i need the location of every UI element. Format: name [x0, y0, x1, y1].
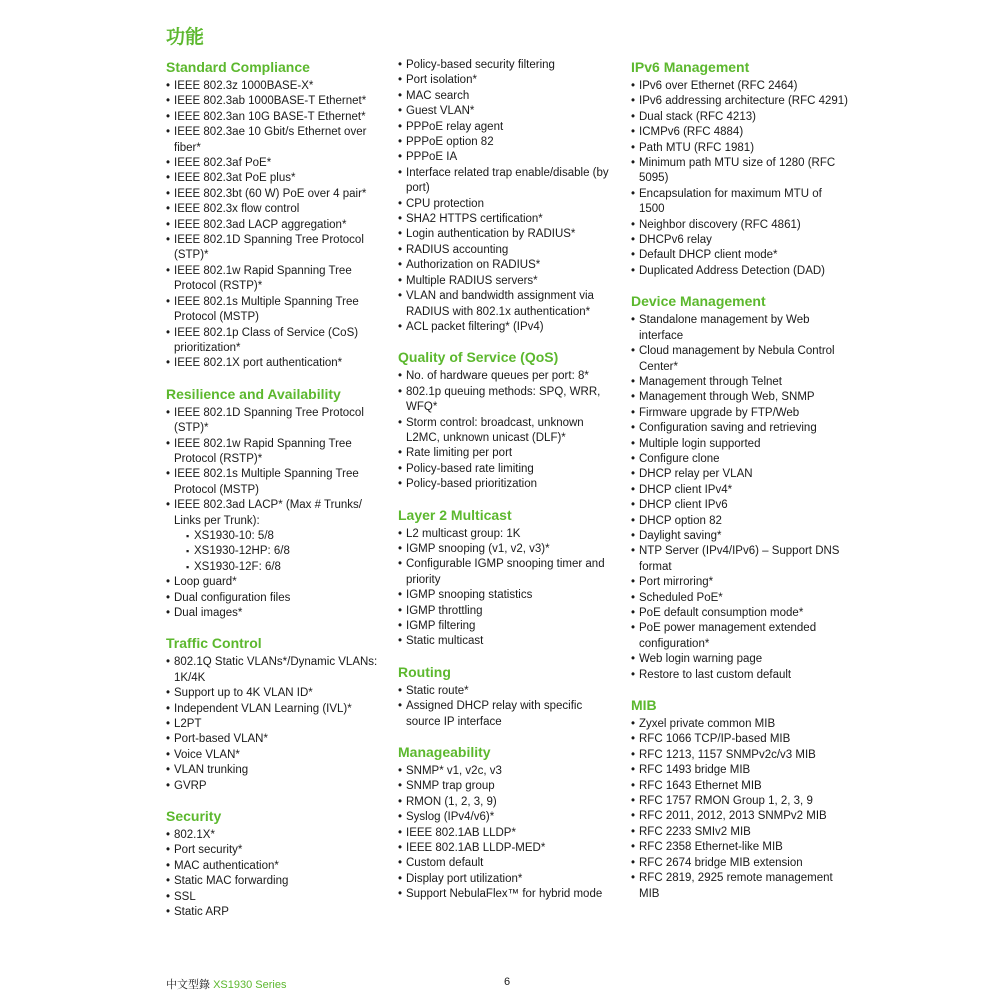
feature-item-text: Authorization on RADIUS* [406, 259, 541, 272]
column-3 [631, 58, 849, 915]
feature-item [166, 890, 378, 905]
feature-item [166, 779, 378, 794]
feature-item-text: RFC 1066 TCP/IP-based MIB [639, 733, 791, 746]
feature-item-text: 802.1p queuing methods: SPQ, WRR, WFQ* [406, 385, 601, 414]
feature-item [631, 483, 849, 498]
feature-item [631, 794, 849, 809]
feature-item [398, 289, 618, 320]
feature-item [166, 748, 378, 763]
feature-item-text: IEEE 802.1p Class of Service (CoS) prioritization* [174, 326, 359, 354]
feature-section [631, 292, 849, 683]
feature-item-text: Login authentication by RADIUS* [406, 228, 576, 241]
feature-item-text: Support up to 4K VLAN ID* [174, 687, 313, 700]
feature-item-text: IEEE 802.3an 10G BASE-T Ethernet* [174, 110, 366, 123]
feature-item [398, 135, 618, 150]
feature-item [166, 732, 378, 747]
feature-item-text: ACL packet filtering* (IPv4) [406, 320, 544, 333]
feature-item-text: Rate limiting per port [406, 447, 513, 460]
feature-item-text: MAC search [406, 89, 470, 102]
feature-item [398, 462, 618, 477]
feature-item-text: Configurable IGMP snooping timer and priority [406, 558, 605, 586]
section-title: MIB [631, 697, 657, 714]
feature-item [631, 575, 849, 590]
feature-item [166, 763, 378, 778]
feature-section [398, 506, 618, 650]
feature-item-text: Zyxel private common MIB [639, 718, 776, 731]
feature-item-text: MAC authentication* [174, 859, 279, 872]
feature-section [631, 58, 849, 279]
feature-item [398, 150, 618, 165]
page-number: 6 [504, 976, 511, 988]
page-title: 功能 [166, 26, 205, 48]
feature-item-text: Configuration saving and retrieving [639, 422, 817, 435]
feature-item-text: Multiple RADIUS servers* [406, 274, 538, 287]
feature-section [631, 696, 849, 902]
feature-item-text: Port mirroring* [639, 576, 714, 589]
feature-item [398, 369, 618, 384]
feature-item-text: IEEE 802.3ad LACP aggregation* [174, 218, 347, 231]
feature-item [166, 591, 378, 606]
section-title: Standard Compliance [166, 59, 310, 75]
feature-item [631, 233, 849, 248]
feature-item [631, 156, 849, 187]
feature-item [166, 874, 378, 889]
feature-item [398, 58, 618, 73]
feature-item-text: Independent VLAN Learning (IVL)* [174, 702, 352, 715]
feature-item [631, 763, 849, 778]
feature-item [398, 826, 618, 841]
feature-item-text: RFC 2358 Ethernet-like MIB [639, 841, 783, 854]
feature-item [398, 120, 618, 135]
feature-item-text: Support NebulaFlex™ for hybrid mode [406, 888, 603, 901]
feature-item [166, 202, 378, 217]
feature-item-text: Policy-based security filtering [406, 59, 555, 71]
feature-section [398, 663, 618, 730]
section-title: Quality of Service (QoS) [398, 349, 559, 366]
feature-item-text: IEEE 802.3bt (60 W) PoE over 4 pair* [174, 187, 367, 200]
feature-item-text: DHCPv6 relay [639, 234, 712, 247]
feature-item-text: VLAN trunking [174, 764, 249, 777]
feature-item [631, 79, 849, 94]
feature-item-text: Dual configuration files [174, 591, 291, 604]
feature-item [631, 218, 849, 233]
feature-item-text: Static ARP [174, 906, 229, 919]
feature-item-text: GVRP [174, 779, 207, 792]
feature-item [166, 171, 378, 186]
column-1 [166, 58, 378, 934]
feature-item-text: IEEE 802.1D Spanning Tree Protocol (STP)* [174, 406, 364, 435]
feature-item [166, 843, 378, 858]
feature-item-text: RFC 1493 bridge MIB [639, 764, 751, 777]
footer-label [166, 976, 286, 992]
feature-item [166, 187, 378, 202]
feature-item-text: PPPoE relay agent [406, 120, 504, 133]
feature-item-text: No. of hardware queues per port: 8* [406, 370, 589, 383]
feature-item-text: Dual stack (RFC 4213) [639, 110, 756, 123]
feature-item [166, 828, 378, 843]
feature-item-text: Configure clone [639, 452, 720, 465]
feature-section [398, 58, 618, 335]
feature-item-text: Static multicast [406, 635, 484, 648]
feature-item-text: SHA2 HTTPS certification* [406, 213, 543, 226]
feature-item-text: IEEE 802.1s Multiple Spanning Tree Protocol (MSTP) [174, 295, 359, 324]
feature-item-text: RFC 1213, 1157 SNMPv2c/v3 MIB [639, 748, 816, 761]
feature-item [631, 187, 849, 218]
feature-item-text: SNMP* v1, v2c, v3 [406, 765, 502, 778]
feature-item [398, 243, 618, 258]
feature-item-text: IPv6 addressing architecture (RFC 4291) [639, 95, 849, 108]
feature-item [398, 699, 618, 730]
feature-item [631, 825, 849, 840]
feature-item [631, 248, 849, 263]
feature-item [398, 212, 618, 227]
feature-item [166, 606, 378, 621]
feature-item [631, 406, 849, 421]
feature-item-text: Voice VLAN* [174, 748, 240, 761]
feature-item [631, 437, 849, 452]
feature-item [631, 840, 849, 855]
feature-list [398, 58, 618, 335]
feature-item [166, 110, 378, 125]
feature-item-text: Loop guard* [174, 576, 237, 589]
feature-sublist [174, 529, 378, 575]
feature-item-text: IEEE 802.3ab 1000BASE-T Ethernet* [174, 95, 367, 108]
feature-item [631, 344, 849, 375]
feature-item-text: DHCP relay per VLAN [639, 468, 753, 481]
feature-item [631, 498, 849, 513]
feature-item-text: ICMPv6 (RFC 4884) [639, 126, 744, 139]
feature-item [166, 356, 378, 371]
feature-item-text: Minimum path MTU size of 1280 (RFC 5095) [639, 157, 836, 185]
feature-item [631, 779, 849, 794]
feature-item [631, 621, 849, 652]
feature-item-text: Encapsulation for maximum MTU of 1500 [639, 187, 822, 216]
feature-item [631, 467, 849, 482]
feature-item [631, 591, 849, 606]
feature-item [166, 905, 378, 920]
feature-item [166, 406, 378, 437]
feature-item-text: Dual images* [174, 607, 243, 619]
feature-item [631, 856, 849, 871]
feature-item-text: 802.1Q Static VLANs*/Dynamic VLANs: 1K/4K [174, 656, 378, 684]
feature-item-text: IEEE 802.1s Multiple Spanning Tree Protocol (MSTP) [174, 468, 359, 496]
feature-item [631, 94, 849, 109]
footer-catalog-label: 中文型錄 [166, 979, 210, 991]
feature-item-text: Path MTU (RFC 1981) [639, 141, 755, 154]
feature-item [166, 264, 378, 295]
feature-item-text: RFC 2011, 2012, 2013 SNMPv2 MIB [639, 810, 827, 823]
feature-item [631, 452, 849, 467]
feature-item [398, 104, 618, 119]
feature-item-text: Assigned DHCP relay with specific source IP interface [406, 700, 583, 728]
feature-item-text: Standalone management by Web interface [639, 314, 810, 342]
feature-item-text: IGMP throttling [406, 604, 483, 617]
feature-item [166, 437, 378, 468]
feature-item-text: Port security* [174, 844, 243, 857]
feature-item [398, 872, 618, 887]
feature-item-text: IGMP filtering [406, 620, 476, 632]
feature-item [631, 264, 849, 279]
feature-section [398, 348, 618, 492]
feature-item [631, 732, 849, 747]
feature-item-text: SNMP trap group [406, 780, 495, 793]
feature-item-text: Guest VLAN* [406, 105, 475, 118]
feature-item [398, 274, 618, 289]
feature-item-text: Interface related trap enable/disable (by port) [406, 166, 609, 195]
feature-list [631, 717, 849, 902]
feature-item [631, 141, 849, 156]
feature-item-text: RMON (1, 2, 3, 9) [406, 795, 497, 808]
feature-item-text: IPv6 over Ethernet (RFC 2464) [639, 80, 798, 92]
feature-item [398, 166, 618, 197]
feature-item-text: Static MAC forwarding [174, 875, 289, 888]
feature-item-text: NTP Server (IPv4/IPv6) – Support DNS format [639, 545, 840, 573]
section-title: Traffic Control [166, 635, 262, 652]
feature-item [631, 668, 849, 683]
feature-item [166, 686, 378, 701]
feature-item [398, 73, 618, 88]
feature-list [166, 655, 378, 794]
section-title: Resilience and Availability [166, 385, 341, 402]
feature-item-text: IEEE 802.1AB LLDP* [406, 826, 516, 839]
feature-item [398, 634, 618, 649]
feature-item [631, 313, 849, 344]
feature-item [631, 544, 849, 575]
feature-item [166, 156, 378, 171]
feature-item [166, 655, 378, 686]
feature-item-text: IEEE 802.3ae 10 Gbit/s Ethernet over fiber* [174, 126, 367, 154]
feature-item-text: Storm control: broadcast, unknown L2MC, unknown unicast (DLF)* [406, 416, 584, 444]
feature-item-text: Management through Telnet [639, 375, 782, 388]
feature-item [166, 717, 378, 732]
feature-item [398, 887, 618, 902]
feature-item-text: Syslog (IPv4/v6)* [406, 811, 495, 824]
feature-item-text: PPPoE option 82 [406, 136, 494, 149]
feature-item [631, 652, 849, 667]
feature-item [166, 94, 378, 109]
feature-item [166, 79, 378, 94]
feature-list [398, 764, 618, 903]
feature-item-text: PoE default consumption mode* [639, 607, 804, 619]
feature-item-text: VLAN and bandwidth assignment via RADIUS with 802.1x authentication* [406, 290, 594, 318]
feature-item [398, 841, 618, 856]
feature-item-text: DHCP client IPv6 [639, 499, 728, 512]
feature-item-text: DHCP client IPv4* [639, 483, 733, 496]
feature-item [398, 779, 618, 794]
feature-item [166, 467, 378, 498]
feature-section [166, 807, 378, 920]
feature-list [631, 79, 849, 279]
feature-section [398, 743, 618, 903]
feature-section [166, 58, 378, 372]
feature-item-text: CPU protection [406, 197, 484, 210]
feature-item-text: RFC 1643 Ethernet MIB [639, 779, 762, 792]
feature-item [631, 421, 849, 436]
feature-list [398, 527, 618, 650]
feature-item [398, 197, 618, 212]
feature-item-text: Restore to last custom default [639, 668, 792, 681]
feature-item-text: IEEE 802.1X port authentication* [174, 357, 343, 370]
feature-item-text: Scheduled PoE* [639, 591, 723, 604]
feature-list [166, 828, 378, 920]
feature-subitem: ▪ XS1930-12F: 6/8 [186, 560, 378, 575]
feature-item-text: DHCP option 82 [639, 514, 722, 527]
feature-item [166, 498, 378, 575]
section-title: Layer 2 Multicast [398, 506, 512, 523]
feature-item-text: Duplicated Address Detection (DAD) [639, 264, 825, 277]
feature-item-text: Default DHCP client mode* [639, 249, 778, 262]
feature-item [631, 717, 849, 732]
feature-item [166, 326, 378, 357]
feature-subitem: ▪ XS1930-10: 5/8 [186, 529, 378, 544]
feature-item [398, 446, 618, 461]
section-title: Device Management [631, 293, 766, 310]
feature-item [398, 258, 618, 273]
feature-item-text: IEEE 802.1AB LLDP-MED* [406, 842, 546, 855]
feature-item-text: Web login warning page [639, 653, 763, 666]
feature-item [398, 557, 618, 588]
feature-item [398, 416, 618, 447]
feature-item-text: RFC 2233 SMIv2 MIB [639, 825, 751, 838]
section-title: Security [166, 808, 222, 825]
feature-item-text: IEEE 802.1w Rapid Spanning Tree Protocol (RSTP)* [174, 264, 352, 293]
feature-item [166, 295, 378, 326]
feature-item-text: PPPoE IA [406, 151, 458, 164]
feature-item [631, 809, 849, 824]
feature-item [631, 514, 849, 529]
feature-item-text: IEEE 802.3af PoE* [174, 157, 272, 170]
feature-item-text: RFC 2819, 2925 remote management MIB [639, 872, 833, 900]
feature-item [398, 764, 618, 779]
feature-item [166, 125, 378, 156]
feature-item [398, 604, 618, 619]
feature-item [398, 795, 618, 810]
feature-item [398, 810, 618, 825]
feature-item-text: Display port utilization* [406, 872, 523, 885]
feature-item-text: IEEE 802.3ad LACP* (Max # Trunks/ Links per Trunk): [174, 499, 362, 527]
feature-item [166, 575, 378, 590]
feature-item-text: Daylight saving* [639, 529, 722, 542]
feature-item [398, 477, 618, 492]
feature-list [398, 369, 618, 492]
feature-item-text: IGMP snooping (v1, v2, v3)* [406, 542, 550, 555]
feature-item-text: RFC 1757 RMON Group 1, 2, 3, 9 [639, 795, 813, 808]
feature-item [631, 125, 849, 140]
feature-item [631, 110, 849, 125]
feature-item [398, 684, 618, 699]
feature-item [631, 606, 849, 621]
feature-item-text: Cloud management by Nebula Control Center* [639, 345, 835, 373]
feature-item-text: Port-based VLAN* [174, 733, 268, 746]
feature-item [398, 856, 618, 871]
feature-item [166, 233, 378, 264]
feature-subitem: ▪ XS1930-12HP: 6/8 [186, 544, 378, 559]
feature-item-text: IEEE 802.3at PoE plus* [174, 172, 296, 185]
feature-list [631, 313, 849, 683]
feature-item [398, 385, 618, 416]
feature-item [398, 320, 618, 335]
feature-item [631, 375, 849, 390]
feature-item-text: IEEE 802.3x flow control [174, 203, 300, 216]
feature-item [398, 542, 618, 557]
feature-item-text: IEEE 802.1D Spanning Tree Protocol (STP)* [174, 234, 364, 262]
feature-section [166, 385, 378, 622]
feature-item-text: PoE power management extended configuration* [639, 622, 817, 650]
feature-section [166, 634, 378, 794]
feature-item [631, 871, 849, 902]
feature-item [398, 527, 618, 542]
section-title: Manageability [398, 744, 491, 761]
section-title: Routing [398, 663, 451, 680]
feature-list [398, 684, 618, 730]
feature-item-text: L2PT [174, 718, 202, 731]
feature-item [398, 619, 618, 634]
feature-item-text: RFC 2674 bridge MIB extension [639, 856, 803, 869]
feature-item-text: Policy-based rate limiting [406, 462, 534, 475]
feature-item-text: RADIUS accounting [406, 243, 509, 256]
feature-item [631, 390, 849, 405]
feature-item [631, 748, 849, 763]
feature-item-text: Port isolation* [406, 74, 477, 87]
feature-item-text: Custom default [406, 857, 484, 870]
feature-item [398, 227, 618, 242]
feature-item-text: Management through Web, SNMP [639, 391, 815, 404]
feature-item-text: IEEE 802.1w Rapid Spanning Tree Protocol (RSTP)* [174, 437, 352, 465]
feature-item-text: Static route* [406, 684, 469, 697]
section-title: IPv6 Management [631, 59, 750, 75]
feature-item-text: Multiple login supported [639, 437, 761, 450]
feature-item [631, 529, 849, 544]
feature-list [166, 406, 378, 622]
feature-item [398, 89, 618, 104]
feature-item-text: Policy-based prioritization [406, 478, 538, 491]
column-2 [398, 58, 618, 916]
feature-item-text: IGMP snooping statistics [406, 589, 533, 602]
footer-series: XS1930 Series [213, 979, 287, 991]
feature-item-text: 802.1X* [174, 829, 215, 842]
feature-item [166, 702, 378, 717]
feature-item-text: SSL [174, 890, 196, 903]
feature-item-text: Firmware upgrade by FTP/Web [639, 406, 800, 419]
feature-item-text: L2 multicast group: 1K [406, 527, 521, 540]
feature-item [166, 218, 378, 233]
feature-item [398, 588, 618, 603]
feature-item-text: Neighbor discovery (RFC 4861) [639, 218, 801, 231]
feature-item-text: IEEE 802.3z 1000BASE-X* [174, 80, 314, 92]
feature-item [166, 859, 378, 874]
feature-list [166, 79, 378, 372]
